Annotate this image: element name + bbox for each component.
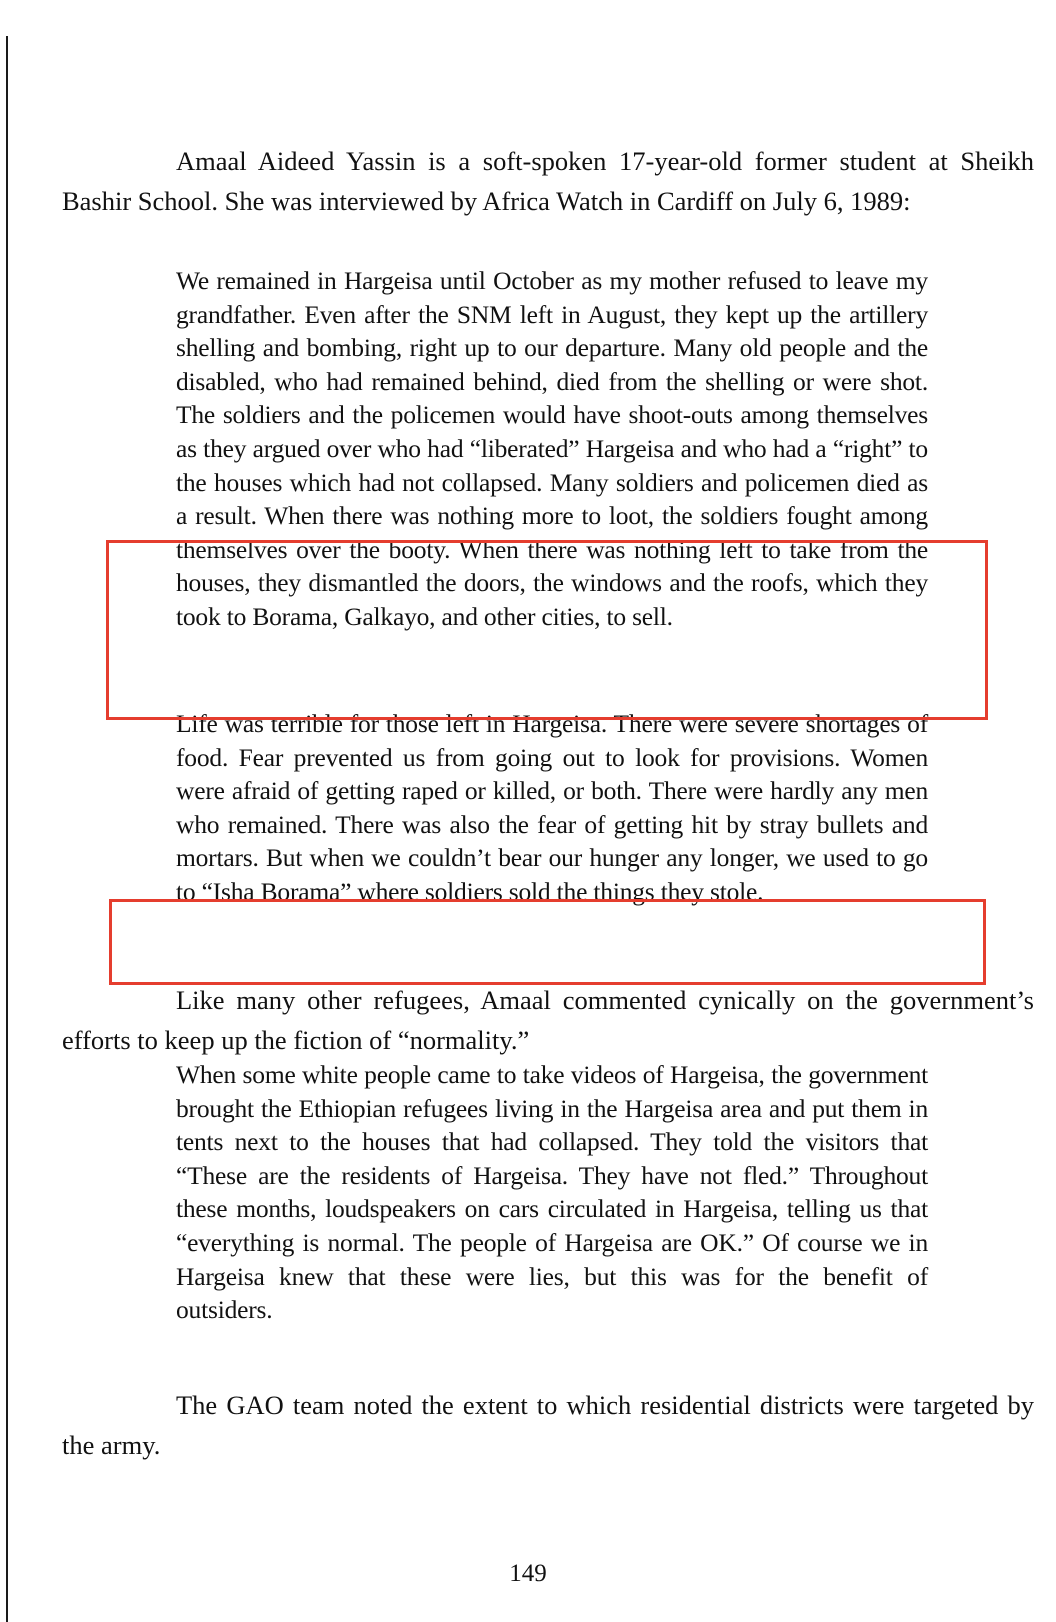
intro-paragraph-gao-team: The GAO team noted the extent to which residential districts were targeted by the army. bbox=[62, 1390, 1034, 1460]
quote-paragraph-hargeisa-shelling: We remained in Hargeisa until October as my mother refused to leave my grandfather. Even after the SNM left in August, they kept up the artillery shelling and bombing, right up to our departure. Many old people and the disabled, who had remained behind, died from the shelling or were shot. The soldiers and the policemen would have shoot-outs among themselves as they argued over who had “liberated” Hargeisa and who had a “right” to the houses which had not collapsed. Many soldiers and policemen died as a result. When there was nothing more to loot, the soldiers fought among themselves over the booty. When there was nothing left to take from the houses, they dismantled the doors, the windows and the roofs, which they took to Borama, Galkayo, and other cities, to sell. bbox=[176, 266, 928, 631]
highlight-box-soldiers-looting bbox=[106, 540, 988, 720]
intro-paragraph-normality: Like many other refugees, Amaal commented cynically on the government’s efforts to keep up the fiction of “normality.” bbox=[62, 985, 1034, 1055]
page-number: 149 bbox=[509, 1560, 547, 1587]
page-binding-edge bbox=[6, 36, 8, 1622]
highlight-box-isha-borama bbox=[109, 899, 986, 985]
intro-paragraph-amaal: Amaal Aideed Yassin is a soft-spoken 17-year-old former student at Sheikh Bashir School. She was interviewed by Africa Watch in Cardiff on July 6, 1989: bbox=[62, 146, 1034, 216]
quote-paragraph-white-people-videos: When some white people came to take videos of Hargeisa, the government brought the Ethiopian refugees living in the Hargeisa area and put them in tents next to the houses that had collapsed. They told the visitors that “These are the residents of Hargeisa. They have not fled.” Throughout these months, loudspeakers on cars circulated in Hargeisa, telling us that “everything is normal. The people of Hargeisa are OK.” Of course we in Hargeisa knew that these were lies, but this was for the benefit of outsiders. bbox=[176, 1060, 928, 1325]
quote-paragraph-life-terrible: Life was terrible for those left in Hargeisa. There were severe shortages of food. Fear prevented us from going out to look for provisions. Women were afraid of getting raped or killed, or both. There were hardly any men who remained. There was also the fear of getting hit by stray bullets and mortars. But when we couldn’t bear our hunger any longer, we used to go to “Isha Borama” where soldiers sold the things they stole. bbox=[176, 709, 928, 906]
